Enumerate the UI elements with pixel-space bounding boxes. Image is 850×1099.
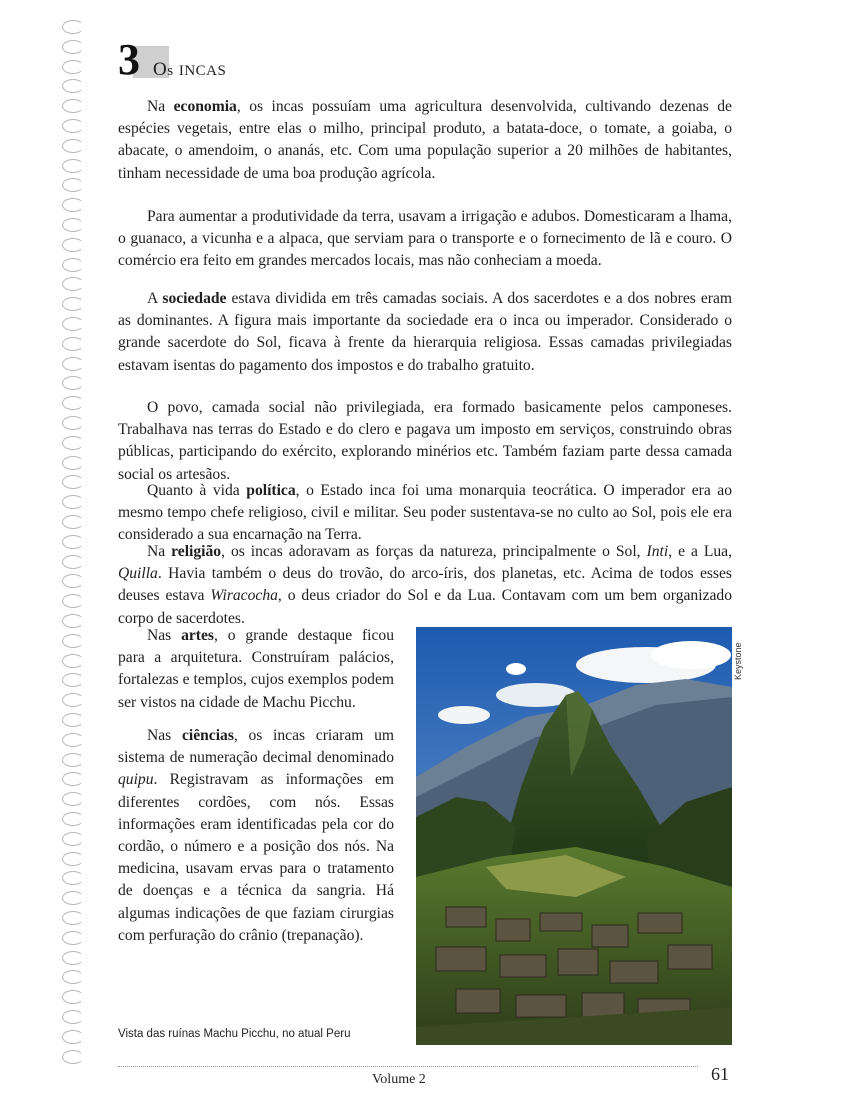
binding-ring: [62, 317, 84, 331]
chapter-number: 3: [118, 35, 140, 84]
binding-ring: [62, 614, 84, 628]
binding-ring: [62, 357, 84, 371]
binding-ring: [62, 515, 84, 529]
binding-ring: [62, 60, 84, 74]
paragraph-religiao: Na religião, os incas adoravam as forças da natureza, principalmente o Sol, Inti, e a Lua, Quilla. Havia também o deus do trovão, do arco-íris, dos planetas, etc. Acima de todos esses deuses estava Wiracocha, o deus criador do Sol e da Lua. Contavam com um bem organizado corpo de sacerdotes.: [118, 543, 733, 627]
binding-ring: [62, 594, 84, 608]
binding-ring: [62, 832, 84, 846]
binding-ring: [62, 535, 84, 549]
keyword-religiao: religião: [171, 543, 222, 560]
binding-ring: [62, 753, 84, 767]
machu-picchu-photo: [416, 627, 732, 1045]
binding-ring: [62, 79, 84, 93]
binding-ring: [62, 376, 84, 390]
binding-ring: [62, 396, 84, 410]
binding-ring: [62, 812, 84, 826]
binding-ring: [62, 792, 84, 806]
binding-ring: [62, 258, 84, 272]
binding-ring: [62, 871, 84, 885]
binding-ring: [62, 1010, 84, 1024]
volume-label: Volume 2: [372, 1072, 426, 1087]
binding-ring: [62, 178, 84, 192]
binding-ring: [62, 139, 84, 153]
binding-ring: [62, 456, 84, 470]
chapter-title-initial: O: [153, 59, 168, 80]
binding-ring: [62, 40, 84, 54]
binding-ring: [62, 297, 84, 311]
chapter-title-rest-b: INCAS: [178, 63, 227, 79]
binding-ring: [62, 238, 84, 252]
binding-ring: [62, 337, 84, 351]
keyword-ciencias: ciências: [181, 727, 234, 744]
paragraph-povo: O povo, camada social não privilegiada, era formado basicamente pelos camponeses. Trabalhava nas terras do Estado e do clero e pagava um imposto em serviços, construindo obras públicas, participando do exército, explorando minérios etc. Também faziam parte dessa camada social os artesãos.: [118, 399, 732, 483]
binding-ring: [62, 990, 84, 1004]
binding-ring: [62, 159, 84, 173]
binding-ring: [62, 436, 84, 450]
keyword-artes: artes: [181, 627, 214, 644]
binding-ring: [62, 852, 84, 866]
binding-ring: [62, 891, 84, 905]
keyword-sociedade: sociedade: [162, 290, 227, 307]
binding-ring: [62, 198, 84, 212]
binding-ring: [62, 20, 84, 34]
binding-ring: [62, 99, 84, 113]
binding-ring: [62, 951, 84, 965]
photo-credit: Keystone: [733, 642, 743, 680]
binding-ring: [62, 218, 84, 232]
binding-ring: [62, 713, 84, 727]
binding-ring: [62, 475, 84, 489]
chapter-title: [153, 59, 226, 82]
figure-caption: Vista das ruínas Machu Picchu, no atual Peru: [118, 1028, 351, 1040]
paragraph-artes: Nas artes, o grande destaque ficou para a arquitetura. Construíram palácios, fortalezas e templos, cujos exemplos podem ser vistos na cidade de Machu Picchu.: [118, 627, 394, 711]
binding-ring: [62, 1030, 84, 1044]
binding-ring: [62, 1050, 84, 1064]
binding-ring: [62, 931, 84, 945]
paragraph-politica: Quanto à vida política, o Estado inca foi uma monarquia teocrática. O imperador era ao mesmo tempo chefe religioso, civil e militar. Seu poder sustentava-se no culto ao Sol, pois ele era considerado a sua encarnação na Terra.: [118, 482, 733, 544]
chapter-title-rest-a: s: [167, 63, 174, 79]
binding-ring: [62, 555, 84, 569]
footer-divider: [118, 1066, 698, 1067]
binding-ring: [62, 772, 84, 786]
paragraph-produtividade: Para aumentar a produtividade da terra, usavam a irrigação e adubos. Domesticaram a lhama, o guanaco, a vicunha e a alpaca, que serviam para o transporte e o fornecimento de lã e couro. O comércio era feito em grandes mercados locais, mas não conheciam a moeda.: [118, 208, 732, 270]
binding-ring: [62, 693, 84, 707]
keyword-economia: economia: [173, 98, 237, 115]
binding-ring: [62, 673, 84, 687]
paragraph-sociedade: A sociedade estava dividida em três camadas sociais. A dos sacerdotes e a dos nobres eram as dominantes. A figura mais importante da sociedade era o inca ou imperador. Considerado o grande sacerdote do Sol, ficava à frente da hierarquia religiosa. Essas camadas privilegiadas estavam isentas do pagamento dos impostos e do trabalho gratuito.: [118, 290, 732, 374]
keyword-politica: política: [246, 482, 296, 499]
binding-ring: [62, 733, 84, 747]
binding-ring: [62, 911, 84, 925]
paragraph-ciencias: Nas ciências, os incas criaram um sistema de numeração decimal denominado quipu. Registravam as informações em diferentes cordões, com nós. Essas informações eram identificadas pela cor do cordão, o número e a posição dos nós. Na medicina, usavam ervas para o tratamento de doenças e a técnica da sangria. Há algumas indicações de que faziam cirurgias com perfuração do crânio (trepanação).: [118, 727, 394, 944]
binding-ring: [62, 634, 84, 648]
page-number: 61: [711, 1064, 729, 1084]
binding-ring: [62, 277, 84, 291]
binding-ring: [62, 416, 84, 430]
binding-ring: [62, 654, 84, 668]
binding-ring: [62, 970, 84, 984]
binding-ring: [62, 119, 84, 133]
binding-ring: [62, 574, 84, 588]
binding-ring: [62, 495, 84, 509]
spiral-binding: [60, 20, 100, 1080]
paragraph-economia: Na economia, os incas possuíam uma agricultura desenvolvida, cultivando dezenas de espécies vegetais, entre elas o milho, principal produto, a batata-doce, o tomate, a goiaba, o abacate, o amendoim, o ananás, etc. Com uma população superior a 20 milhões de habitantes, tinham necessidade de uma boa produção agrícola.: [118, 98, 732, 182]
